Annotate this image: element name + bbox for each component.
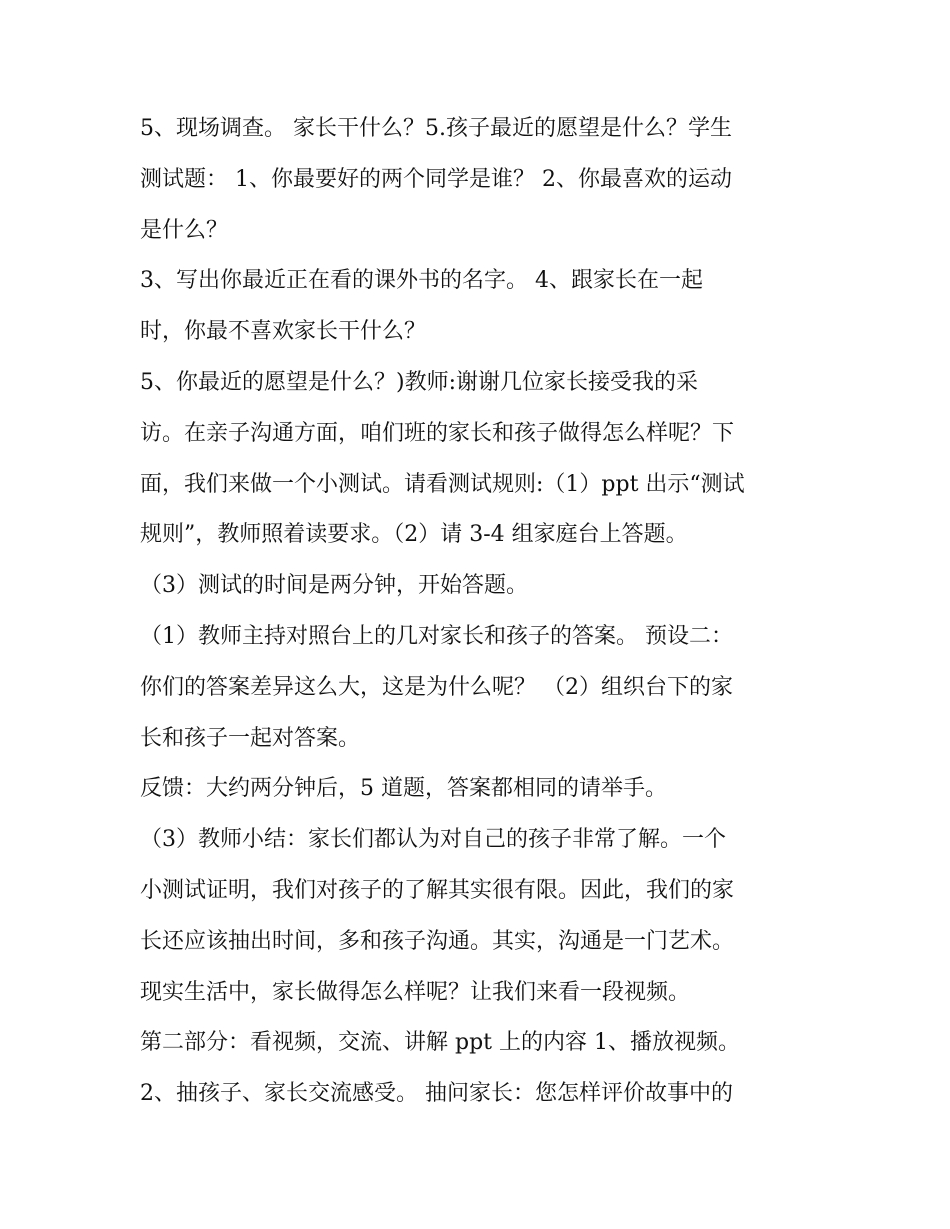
text-line: 现实生活中，家长做得怎么样呢？让我们来看一段视频。 [140,979,691,1005]
text-line: 面，我们来做一个小测试。请看测试规则:（1）ppt 出示“测试 [140,471,745,497]
text-line: 第二部分：看视频，交流、讲解 ppt 上的内容 1、播放视频。 [140,1030,740,1056]
text-line: 规则”，教师照着读要求。（2）请 3-4 组家庭台上答题。 [140,522,688,548]
text-line: 时，你最不喜欢家长干什么？ [140,319,427,345]
text-line: 反馈：大约两分钟后，5 道题，答案都相同的请举手。 [140,776,667,802]
text-line: 2、抽孩子、家长交流感受。 抽问家长：您怎样评价故事中的 [140,1081,733,1107]
text-line: 3、写出你最近正在看的课外书的名字。 4、跟家长在一起 [140,268,703,294]
text-line: （3）教师小结：家长们都认为对自己的孩子非常了解。一个 [140,827,726,853]
text-line: 是什么？ [140,217,229,243]
text-line: （1）教师主持对照台上的几对家长和孩子的答案。 预设二： [140,623,733,649]
text-line: 5、你最近的愿望是什么？)教师:谢谢几位家长接受我的采 [140,369,698,395]
text-line: 测试题： 1、你最要好的两个同学是谁？ 2、你最喜欢的运动 [140,166,732,192]
text-line: 5、现场调查。 家长干什么？5.孩子最近的愿望是什么？学生 [140,116,732,141]
text-line: 访。在亲子沟通方面，咱们班的家长和孩子做得怎么样呢？下 [140,420,735,446]
text-line: （3）测试的时间是两分钟，开始答题。 [140,573,528,599]
document-body [140,104,820,1120]
text-line: 你们的答案差异这么大，这是为什么呢？ （2）组织台下的家 [140,674,733,700]
text-line: 长还应该抽出时间，多和孩子沟通。其实，沟通是一门艺术。 [140,928,735,954]
text-line: 小测试证明，我们对孩子的了解其实很有限。因此，我们的家 [140,877,735,903]
text-line: 长和孩子一起对答案。 [140,725,361,751]
